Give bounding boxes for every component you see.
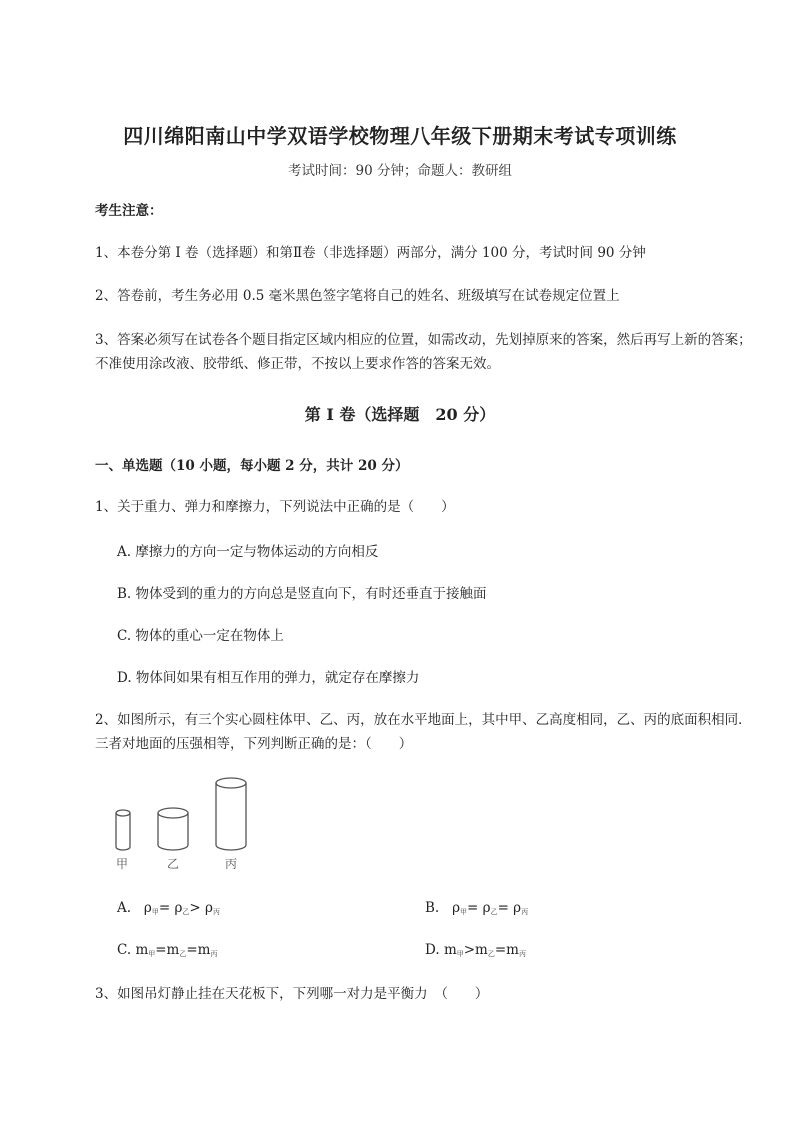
part-heading: 一、单选题（10 小题，每小题 2 分，共计 20 分） — [95, 458, 409, 474]
question-1-option-a: A. 摩擦力的方向一定与物体运动的方向相反 — [117, 544, 379, 560]
question-1-stem: 1、关于重力、弹力和摩擦力，下列说法中正确的是（ ） — [95, 499, 455, 515]
document-title: 四川绵阳南山中学双语学校物理八年级下册期末考试专项训练 — [123, 124, 677, 148]
cylinder-yi — [158, 808, 188, 850]
notice-item-2: 2、答卷前，考生务必用 0.5 毫米黑色签字笔将自己的姓名、班级填写在试卷规定位置上 — [95, 288, 620, 304]
question-2-option-d: D. $m_甲>m_乙=m_丙$ — [425, 942, 526, 958]
question-2-stem: 2、如图所示，有三个实心圆柱体甲、乙、丙，放在水平地面上，其中甲、乙高度相同，乙、丙的底面积相同．三者对地面的压强相等，下列判断正确的是：（ ） — [95, 712, 752, 752]
figure-label-jia: 甲 — [116, 857, 129, 871]
question-1-option-c: C. 物体的重心一定在物体上 — [117, 628, 284, 644]
question-2-option-b: B. $\rho_甲= \rho_乙= \rho_丙$ — [425, 900, 529, 916]
question-1-option-b: B. 物体受到的重力的方向总是竖直向下，有时还垂直于接触面 — [117, 586, 487, 602]
question-3-stem: 3、如图吊灯静止挂在天花板下，下列哪一对力是平衡力 （ ） — [95, 986, 489, 1002]
exam-info: 考试时间：90 分钟；命题人：教研组 — [288, 163, 512, 179]
cylinder-jia — [116, 810, 130, 850]
cylinder-bing — [216, 778, 246, 850]
figure-label-bing: 丙 — [225, 857, 238, 871]
notice-item-3: 3、答案必须写在试卷各个题目指定区域内相应的位置，如需改动，先划掉原来的答案，然后再写上新的答案；不准使用涂改液、胶带纸、修正带，不按以上要求作答的答案无效。 — [95, 332, 752, 372]
figure-label-yi: 乙 — [167, 857, 180, 871]
question-2-option-c: C. $m_甲=m_乙=m_丙$ — [117, 942, 218, 958]
question-2-option-a: A. $\rho_甲= \rho_乙> \rho_丙$ — [117, 900, 220, 916]
notice-item-1: 1、本卷分第 I 卷（选择题）和第Ⅱ卷（非选择题）两部分，满分 100 分，考试时间 90 分钟 — [95, 245, 646, 261]
section-title: 第 I 卷（选择题 20 分） — [304, 405, 496, 424]
question-1-option-d: D. 物体间如果有相互作用的弹力，就定存在摩擦力 — [117, 670, 420, 686]
notice-heading: 考生注意： — [95, 203, 163, 219]
